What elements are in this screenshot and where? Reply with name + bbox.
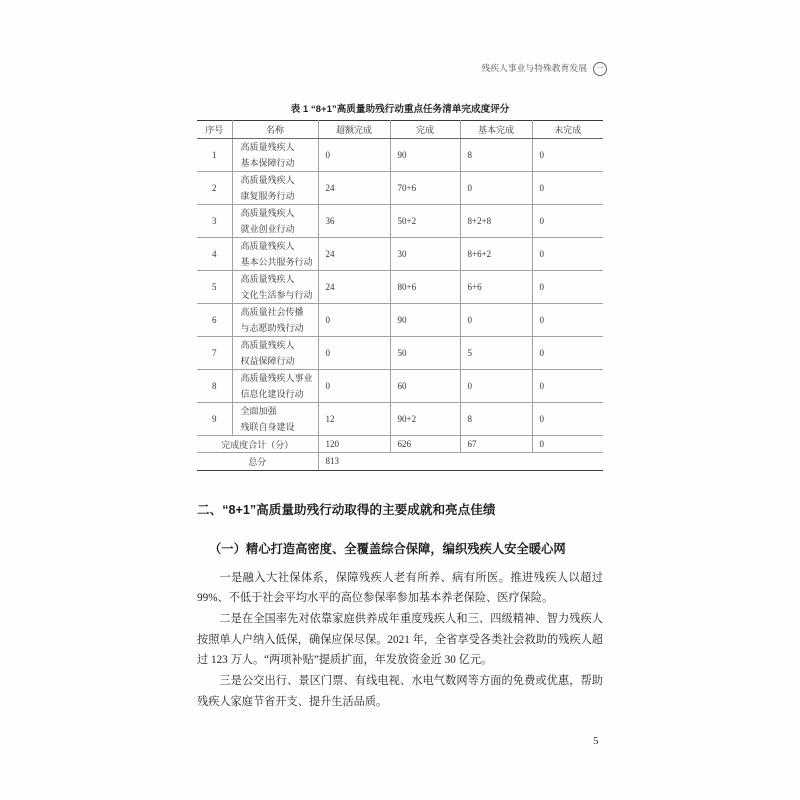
grand-total-label: 总分 bbox=[197, 453, 318, 471]
task-name-line: 高质量残疾人 bbox=[240, 142, 295, 152]
exceeded-score-cell: 36 bbox=[318, 205, 390, 238]
incomplete-score-cell: 0 bbox=[532, 172, 603, 205]
basic-score-cell: 8+6+2 bbox=[460, 238, 532, 271]
task-name-line: 就业创业行动 bbox=[240, 224, 295, 234]
paragraph bbox=[197, 568, 603, 609]
exceeded-score-cell: 0 bbox=[318, 337, 390, 370]
completed-score-cell: 90+2 bbox=[390, 403, 460, 436]
paragraph-line: 三是公交出行、景区门票、有线电视、水电气数网等方面的免费或优惠，帮助 bbox=[219, 674, 603, 687]
task-name-line: 基本保障行动 bbox=[240, 158, 295, 168]
basic-score-cell: 8+2+8 bbox=[460, 205, 532, 238]
task-name-line: 高质量残疾人事业 bbox=[240, 373, 313, 383]
grand-total-value: 813 bbox=[318, 453, 603, 471]
exceeded-score-cell: 0 bbox=[318, 304, 390, 337]
exceeded-score-cell: 24 bbox=[318, 271, 390, 304]
task-name-cell bbox=[232, 370, 318, 403]
task-name-cell bbox=[232, 337, 318, 370]
table-header-row bbox=[197, 121, 603, 139]
incomplete-score-cell: 0 bbox=[532, 403, 603, 436]
running-head bbox=[481, 61, 607, 76]
task-name-cell bbox=[232, 238, 318, 271]
row-number-cell: 5 bbox=[197, 271, 232, 304]
row-number-cell: 9 bbox=[197, 403, 232, 436]
section-heading: 二、“8+1”高质量助残行动取得的主要成就和亮点佳绩 bbox=[197, 503, 496, 517]
basic-score-cell: 0 bbox=[460, 172, 532, 205]
paragraph-line: 过 123 万人。“两项补贴”提质扩面，年发放资金近 30 亿元。 bbox=[197, 654, 493, 667]
column-header-name: 名称 bbox=[232, 121, 318, 139]
paragraph-line: 按照单人户纳入低保，确保应保尽保。2021 年，全省享受各类社会救助的残疾人超 bbox=[197, 633, 603, 646]
completed-score-cell: 60 bbox=[390, 370, 460, 403]
incomplete-score-cell: 0 bbox=[532, 337, 603, 370]
incomplete-score-cell: 0 bbox=[532, 370, 603, 403]
exceeded-score-cell: 0 bbox=[318, 370, 390, 403]
task-name-line: 权益保障行动 bbox=[240, 356, 295, 366]
table-row bbox=[197, 238, 603, 271]
row-number-cell: 2 bbox=[197, 172, 232, 205]
paragraph-line: 99%、不低于社会平均水平的高位参保率参加基本养老保险、医疗保险。 bbox=[197, 592, 554, 605]
basic-score-cell: 0 bbox=[460, 304, 532, 337]
row-number-cell: 3 bbox=[197, 205, 232, 238]
task-name-cell bbox=[232, 403, 318, 436]
exceeded-score-cell: 24 bbox=[318, 238, 390, 271]
basic-score-cell: 5 bbox=[460, 337, 532, 370]
completed-score-cell: 70+6 bbox=[390, 172, 460, 205]
grand-total-row bbox=[197, 453, 603, 471]
table-row bbox=[197, 304, 603, 337]
task-name-line: 高质量残疾人 bbox=[240, 175, 295, 185]
completed-score-cell: 30 bbox=[390, 238, 460, 271]
task-name-cell bbox=[232, 172, 318, 205]
table-caption: 表 1 “8+1”高质量助残行动重点任务清单完成度评分 bbox=[290, 104, 510, 115]
paragraph-line: 残疾人家庭节省开支、提升生活品质。 bbox=[197, 695, 388, 708]
paragraph bbox=[197, 671, 603, 712]
column-header-no: 序号 bbox=[197, 121, 232, 139]
page-number: 5 bbox=[593, 735, 599, 747]
task-name-line: 高质量残疾人 bbox=[240, 208, 295, 218]
incomplete-score-cell: 0 bbox=[532, 271, 603, 304]
incomplete-score-cell: 0 bbox=[532, 238, 603, 271]
incomplete-score-cell: 0 bbox=[532, 304, 603, 337]
task-name-line: 康复服务行动 bbox=[240, 191, 295, 201]
table-row bbox=[197, 139, 603, 172]
row-number-cell: 7 bbox=[197, 337, 232, 370]
task-name-line: 与志愿助残行动 bbox=[240, 323, 304, 333]
column-header-exceeded: 超额完成 bbox=[318, 121, 390, 139]
task-name-line: 文化生活参与行动 bbox=[240, 290, 313, 300]
task-name-line: 信息化建设行动 bbox=[240, 389, 304, 399]
paragraph bbox=[197, 609, 603, 671]
incomplete-score-cell: 0 bbox=[532, 139, 603, 172]
subtotal-completed-cell: 626 bbox=[390, 436, 460, 453]
task-name-line: 高质量残疾人 bbox=[240, 340, 295, 350]
row-number-cell: 4 bbox=[197, 238, 232, 271]
table-row bbox=[197, 337, 603, 370]
basic-score-cell: 0 bbox=[460, 370, 532, 403]
paragraph-line: 二是在全国率先对依靠家庭供养成年重度残疾人和三、四级精神、智力残疾人 bbox=[219, 613, 603, 625]
task-name-line: 基本公共服务行动 bbox=[240, 257, 313, 267]
task-name-line: 高质量社会传播 bbox=[240, 307, 304, 317]
exceeded-score-cell: 24 bbox=[318, 172, 390, 205]
table-row bbox=[197, 172, 603, 205]
chapter-mark-icon: 一 bbox=[593, 62, 607, 76]
subsection-heading: （一）精心打造高密度、全覆盖综合保障，编织残疾人安全暖心网 bbox=[209, 542, 566, 556]
completed-score-cell: 80+6 bbox=[390, 271, 460, 304]
score-table bbox=[197, 120, 603, 471]
completed-score-cell: 90 bbox=[390, 304, 460, 337]
exceeded-score-cell: 12 bbox=[318, 403, 390, 436]
row-number-cell: 6 bbox=[197, 304, 232, 337]
table-row bbox=[197, 403, 603, 436]
completed-score-cell: 50+2 bbox=[390, 205, 460, 238]
task-name-cell bbox=[232, 139, 318, 172]
subtotal-row bbox=[197, 436, 603, 453]
basic-score-cell: 8 bbox=[460, 403, 532, 436]
subtotal-exceeded-cell: 120 bbox=[318, 436, 390, 453]
subtotal-incomplete-cell: 0 bbox=[532, 436, 603, 453]
task-name-cell bbox=[232, 271, 318, 304]
task-name-line: 高质量残疾人 bbox=[240, 241, 295, 251]
incomplete-score-cell: 0 bbox=[532, 205, 603, 238]
row-number-cell: 8 bbox=[197, 370, 232, 403]
task-name-cell bbox=[232, 205, 318, 238]
row-number-cell: 1 bbox=[197, 139, 232, 172]
table-row bbox=[197, 205, 603, 238]
body-text bbox=[197, 568, 603, 713]
task-name-line: 残联自身建设 bbox=[240, 422, 295, 432]
paragraph-line: 一是融入大社保体系，保障残疾人老有所养、病有所医。推进残疾人以超过 bbox=[219, 571, 603, 584]
subtotal-label: 完成度合计（分） bbox=[197, 436, 318, 453]
completed-score-cell: 50 bbox=[390, 337, 460, 370]
table-row bbox=[197, 271, 603, 304]
table-row bbox=[197, 370, 603, 403]
task-name-line: 全面加强 bbox=[240, 406, 277, 416]
completed-score-cell: 90 bbox=[390, 139, 460, 172]
exceeded-score-cell: 0 bbox=[318, 139, 390, 172]
column-header-completed: 完成 bbox=[390, 121, 460, 139]
basic-score-cell: 6+6 bbox=[460, 271, 532, 304]
subtotal-basic-cell: 67 bbox=[460, 436, 532, 453]
column-header-incomplete: 未完成 bbox=[532, 121, 603, 139]
basic-score-cell: 8 bbox=[460, 139, 532, 172]
running-title: 残疾人事业与特殊教育发展 bbox=[481, 63, 587, 73]
task-name-cell bbox=[232, 304, 318, 337]
task-name-line: 高质量残疾人 bbox=[240, 274, 295, 284]
column-header-basic: 基本完成 bbox=[460, 121, 532, 139]
